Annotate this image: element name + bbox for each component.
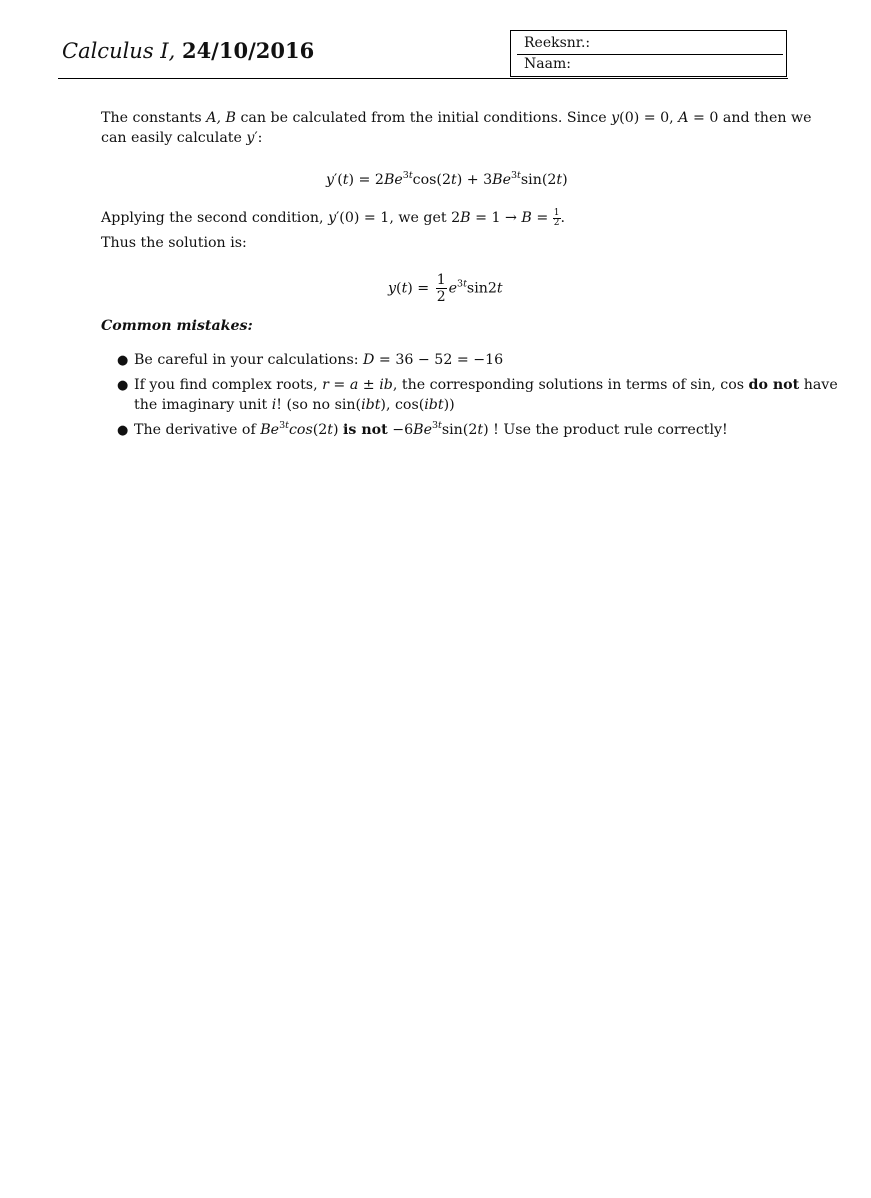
common-mistakes-heading: Common mistakes: [101,318,253,334]
bullet-icon: ● [117,378,129,393]
paragraph-initial-conditions-line1: The constants A, B can be calculated from the initial conditions. Since y(0) = 0, A = 0 and then we [101,110,812,126]
course-name: Calculus I, [62,39,176,63]
paragraph-solution-intro: Thus the solution is: [101,235,247,251]
bullet-icon: ● [117,353,129,368]
derivative-equation: $y'(t) = 2Be^{3t}\cos(2t) + 3Be^{3t}\sin(2t)$ [326,170,568,188]
mistake-item-complex-roots-line2: the imaginary unit i! (so no sin(ibt), cos(ibt)) [134,397,455,413]
exam-date: 24/10/2016 [181,38,315,63]
paragraph-second-condition: Applying the second condition, y′(0) = 1, we get 2B = 1 → B = $\frac{1}{2}$ . [101,207,566,228]
naam-label: Naam: [524,56,571,72]
mistake-item-complex-roots-line1: If you find complex roots, r = a ± ib, the corresponding solutions in terms of sin, cos do not have [134,377,838,393]
solution-equation: y(t) = $\frac{1}{2}$ $e^{3t}\sin 2t$ [388,272,503,305]
mistake-item-calculations: Be careful in your calculations: D = 36 − 52 = −16 [134,352,504,368]
paragraph-initial-conditions-line2: can easily calculate y′: [101,130,263,146]
bullet-icon: ● [117,423,129,438]
mistake-item-derivative: The derivative of $Be^{3t}\cos(2t)$ is not $-6Be^{3t}\sin(2t)$ ! Use the product rule correctly! [134,420,728,438]
reeksnr-label: Reeksnr.: [524,35,591,51]
id-box-divider [517,54,783,55]
page-title [62,38,314,63]
header-rule [58,78,788,79]
